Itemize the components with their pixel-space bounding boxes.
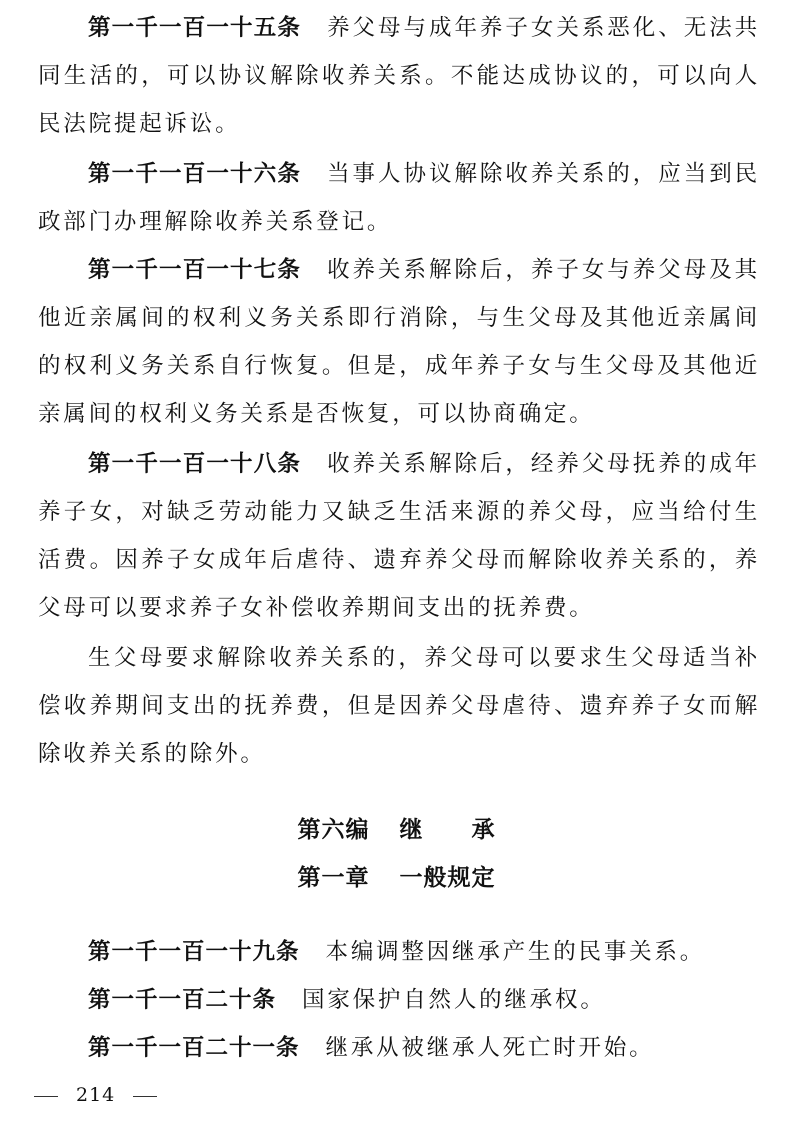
article-1121 (38, 1024, 760, 1072)
article-1120 (38, 976, 760, 1024)
article-title: 第一千一百一十九条 (88, 939, 300, 965)
article-1118-paragraph-2 (38, 634, 760, 778)
article-title: 第一千一百一十五条 (88, 15, 302, 41)
page-number: 214 (76, 1084, 116, 1106)
article-title: 第一千一百一十八条 (88, 451, 302, 477)
article-text: 养父母与成年养子女关系恶化、无法共同生活的，可以协议解除收养关系。不能达成协议的，可以向人民法院提起诉讼。 (38, 15, 760, 137)
article-1115 (38, 4, 760, 148)
article-text: 收养关系解除后，养子女与养父母及其他近亲属间的权利义务关系即行消除，与生父母及其他近亲属间的权利义务关系自行恢复。但是，成年养子女与生父母及其他近亲属间的权利义务关系是否恢复，可以协商确定。 (38, 257, 760, 427)
article-1118 (38, 440, 760, 632)
part-number: 第六编 (297, 817, 370, 843)
article-title: 第一千一百一十七条 (88, 257, 302, 283)
chapter-name: 一般规定 (399, 865, 496, 891)
chapter-heading (0, 858, 793, 898)
article-text: 继承从被继承人死亡时开始。 (325, 1035, 655, 1061)
article-text: 当事人协议解除收养关系的，应当到民政部门办理解除收养关系登记。 (38, 161, 760, 235)
article-1117 (38, 246, 760, 438)
footer-dash-right (133, 1096, 157, 1097)
article-title: 第一千一百二十条 (88, 987, 277, 1013)
article-text: 国家保护自然人的继承权。 (302, 987, 606, 1013)
article-title: 第一千一百二十一条 (88, 1035, 300, 1061)
article-1119 (38, 928, 760, 976)
part-heading (0, 810, 793, 850)
article-text: 生父母要求解除收养关系的，养父母可以要求生父母适当补偿收养期间支出的抚养费，但是因养父母虐待、遗弃养子女而解除收养关系的除外。 (38, 645, 760, 767)
part-name: 继 承 (399, 817, 496, 843)
article-text: 收养关系解除后，经养父母抚养的成年养子女，对缺乏劳动能力又缺乏生活来源的养父母，应当给付生活费。因养子女成年后虐待、遗弃养父母而解除收养关系的，养父母可以要求养子女补偿收养期间支出的抚养费。 (38, 451, 760, 621)
article-title: 第一千一百一十六条 (88, 161, 302, 187)
footer-dash-left (34, 1096, 58, 1097)
chapter-number: 第一章 (297, 865, 370, 891)
article-1116 (38, 150, 760, 246)
page-footer (34, 1080, 157, 1110)
article-text: 本编调整因继承产生的民事关系。 (325, 939, 706, 965)
